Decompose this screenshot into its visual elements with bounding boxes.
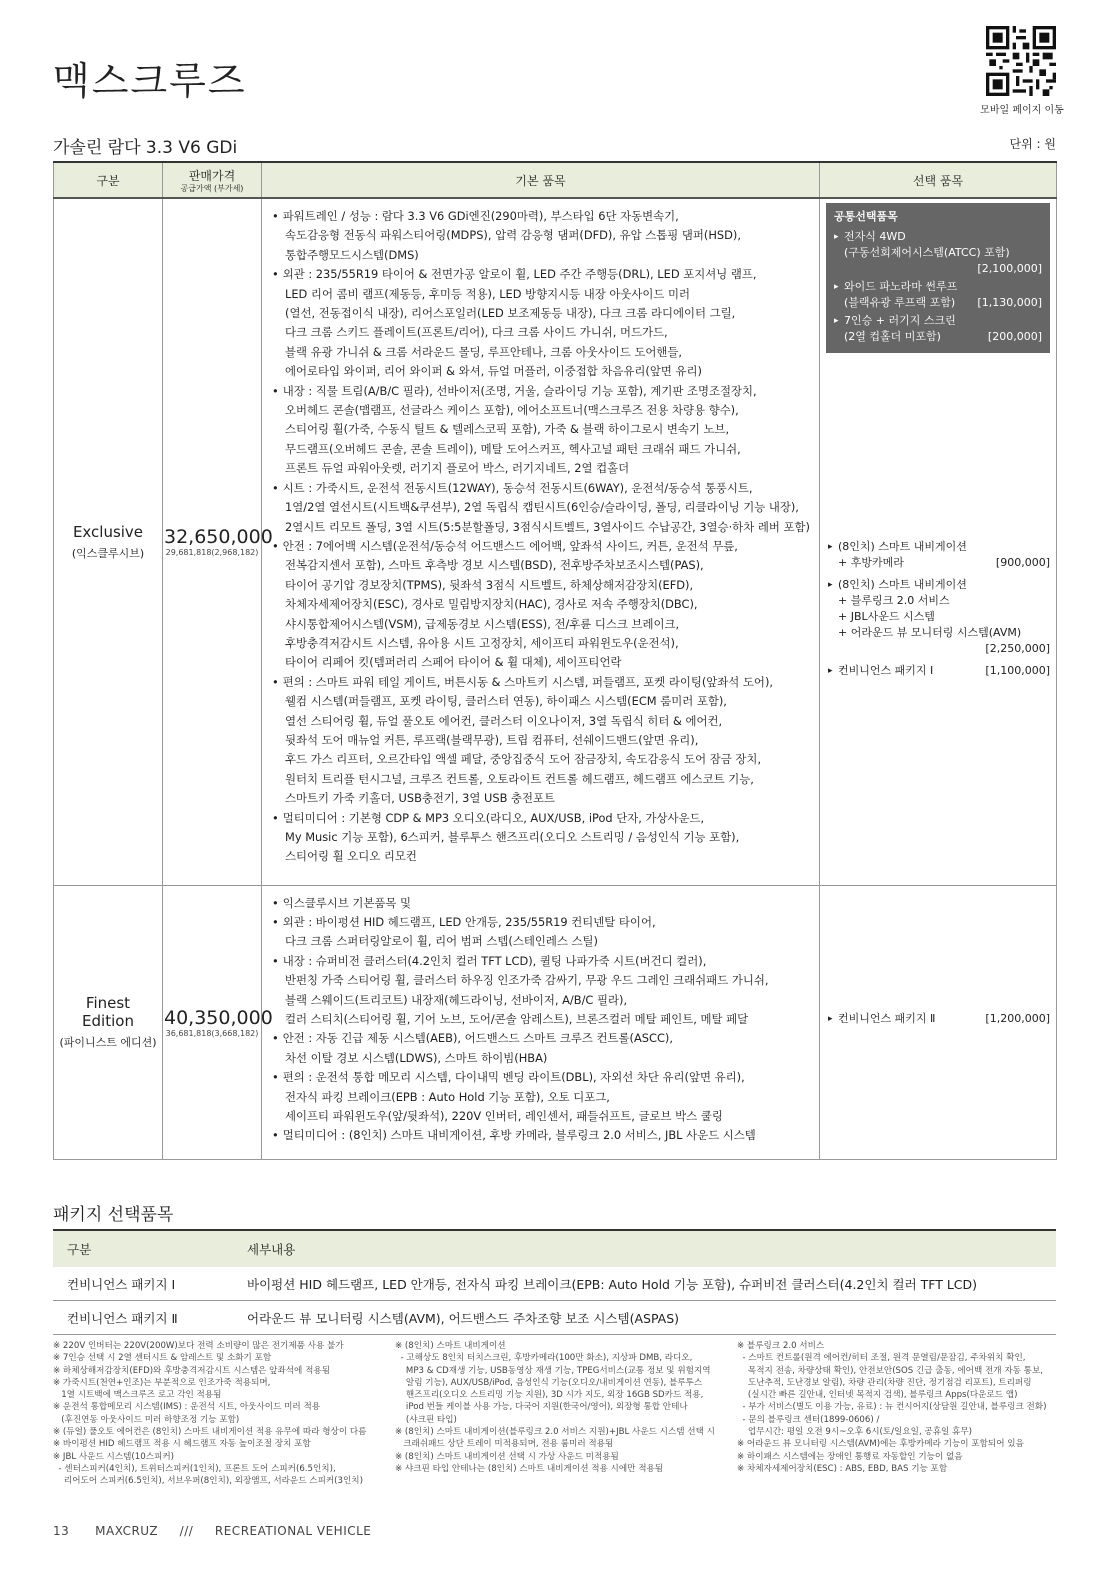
footnote-line: ※ 운전석 통합메모리 시스템(IMS) : 운전석 시트, 아웃사이드 미러 적용 — [53, 1402, 321, 1413]
footnote-line: ※ 샤크핀 타입 안테나는 (8인치) 스마트 내비게이션 적용 시에만 적용됨 — [395, 1463, 664, 1474]
footnote-line: 핸즈프리(오디오 스트리밍 기능 지원), 3D 시가 지도, 외장 16GB SD카드 적용, — [395, 1390, 704, 1401]
option-item — [826, 577, 1050, 657]
basic-items-finest — [262, 885, 820, 1159]
footnote-line: ※ 7인승 선택 시 2열 센터시트 & 암레스트 및 소화기 포함 — [53, 1353, 272, 1364]
price-table — [53, 161, 1057, 1160]
footer-separator: /// — [179, 1524, 194, 1538]
common-option-item — [834, 229, 1042, 277]
basic-item-line: • 파워트레인 / 성능 : 람다 3.3 V6 GDi엔진(290마력), 부스타입 6단 자동변속기, — [272, 207, 811, 226]
basic-item-line: 전복감지센서 포함), 스마트 후측방 경보 시스템(BSD), 전후방주차보조시스템(PAS), — [285, 558, 704, 573]
option-line — [838, 1011, 1050, 1027]
option-price: [2,250,000] — [985, 642, 1050, 655]
option-line — [838, 663, 1050, 679]
footnote-line: iPod 번들 케이블 사용 가능, 다국어 지원(한국어/영어), 외장형 통합 안테나 — [395, 1402, 688, 1413]
basic-item-line: 차선 이탈 경보 시스템(LDWS), 스마트 하이빔(HBA) — [285, 1050, 548, 1065]
basic-item-line: • 시트 : 가죽시트, 운전석 전동시트(12WAY), 동승석 전동시트(6WAY), 운전석/동승석 통풍시트, — [272, 479, 811, 498]
header-price-label: 판매가격 — [188, 169, 236, 183]
basic-item-line: • 멀티미디어 : (8인치) 스마트 내비게이션, 후방 카메라, 블루링크 2.0 서비스, JBL 사운드 시스템 — [272, 1126, 811, 1145]
table-row-finest — [54, 885, 1057, 1159]
option-price: [1,100,000] — [985, 664, 1050, 677]
footnote-line: 1열 시트백에 맥스크루즈 로고 각인 적용됨 — [53, 1390, 222, 1401]
basic-item-line: My Music 기능 포함), 6스피커, 블루투스 핸즈프리(오디오 스트리밍 / 음성인식 기능 포함), — [285, 830, 740, 844]
footnote-line: (후진연동 아웃사이드 미러 하향조정 기능 포함) — [53, 1414, 240, 1425]
package-table — [53, 1229, 1056, 1335]
footnote-line: ※ 차체자세제어장치(ESC) : ABS, EBD, BAS 기능 포함 — [737, 1463, 948, 1474]
basic-item-line: 컬러 스티치(스티어링 휠, 기어 노브, 도어/콘솔 암레스트), 브론즈컬러 메탈 페인트, 메탈 페달 — [285, 1011, 749, 1026]
package-name: 컨비니언스 패키지 Ⅱ — [53, 1301, 233, 1335]
option-text: (구동선회제어시스템(ATCC) 포함) — [844, 246, 1010, 259]
option-price: [200,000] — [987, 330, 1042, 343]
basic-item-line: 후방충격저감시트 시스템, 유아용 시트 고정장치, 세이프티 파워윈도우(운전석), — [285, 635, 679, 650]
basic-item-line: 차체자세제어장치(ESC), 경사로 밀림방지장치(HAC), 경사로 저속 주행장치(DBC), — [285, 597, 698, 612]
footnote-line: ※ 어라운드 뷰 모니터링 시스템(AVM)에는 후방카메라 기능이 포함되어 있음 — [737, 1439, 1024, 1450]
common-option-item — [834, 313, 1042, 345]
price-value: 40,350,000 — [164, 1006, 273, 1029]
basic-item-line: • 안전 : 7에어백 시스템(운전석/동승석 어드밴스드 에어백, 앞좌석 사이드, 커튼, 운전석 무릎, — [272, 537, 811, 556]
footnote-line: - 센터스피커(4인치), 트위터스피커(1인치), 프론트 도어 스피커(6.5인치), — [53, 1463, 336, 1474]
option-price: [1,130,000] — [977, 296, 1042, 309]
basic-item-line: 2열시트 리모트 폴딩, 3열 시트(5:5분할폴딩, 3점식시트벨트, 3열사이드 수납공간, 3열승·하차 레버 포함) — [285, 519, 810, 534]
price-sub: 36,681,818(3,668,182) — [165, 1028, 259, 1038]
package-detail: 바이펑션 HID 헤드램프, LED 안개등, 전자식 파킹 브레이크(EPB: Auto Hold 기능 포함), 슈퍼비전 클러스터(4.2인치 컬러 TFT LCD) — [233, 1267, 1056, 1301]
option-line — [844, 245, 1042, 261]
options-exclusive — [820, 198, 1057, 885]
basic-item-line: 스티어링 휠(가죽, 수동식 틸트 & 텔레스코픽 포함), 가죽 & 블랙 하이그로시 변속기 노브, — [285, 422, 730, 437]
table-row-exclusive — [54, 198, 1057, 885]
footnotes-col1 — [53, 1340, 383, 1488]
header-category: 구분 — [54, 162, 163, 198]
option-text: 7인승 + 러기지 스크린 — [844, 314, 956, 327]
option-text: 전자식 4WD — [844, 230, 906, 243]
basic-item-line: • 안전 : 자동 긴급 제동 시스템(AEB), 어드밴스드 스마트 크루즈 컨트롤(ASCC), — [272, 1029, 811, 1048]
footnote-line: ※ (8인치) 스마트 내비게이션 선택 시 가상 사운드 미적용됨 — [395, 1451, 619, 1462]
option-text: ▸ 컨비니언스 패키지 Ⅰ — [838, 664, 934, 677]
footnote-line: ※ 하이패스 시스템에는 장애인 통행료 자동할인 기능이 없음 — [737, 1451, 963, 1462]
footnotes-col2 — [395, 1340, 725, 1475]
option-line — [844, 313, 1042, 329]
basic-item-line: 블랙 스웨이드(트리코트) 내장재(헤드라이닝, 선바이저, A/B/C 필라), — [285, 992, 628, 1007]
basic-item-line: 전자식 파킹 브레이크(EPB : Auto Hold 기능 포함), 오토 디포그, — [285, 1089, 610, 1104]
footnote-line: ※ (듀얼) 풀오토 에어컨은 (8인치) 스마트 내비게이션 적용 유무에 따라 형상이 다름 — [53, 1427, 367, 1438]
table-row — [53, 1267, 1056, 1301]
option-item — [826, 539, 1050, 571]
basic-item-line: • 외관 : 바이펑션 HID 헤드램프, LED 안개등, 235/55R19 컨티넨탈 타이어, — [272, 913, 811, 932]
footnote-line: ※ 220V 인버터는 220V(200W)보다 전력 소비량이 많은 전기제품 사용 불가 — [53, 1341, 344, 1351]
exclusive-option-list — [826, 539, 1050, 685]
basic-item-line: LED 리어 콤비 램프(제동등, 후미등 적용), LED 방향지시등 내장 아웃사이드 미러 — [285, 286, 691, 301]
option-text: + 블루링크 2.0 서비스 — [838, 594, 950, 607]
basic-item-line: 속도감응형 전동식 파워스티어링(MDPS), 압력 감응형 댐퍼(DFD), 유압 스톱핑 댐퍼(HSD), — [285, 228, 741, 243]
option-line — [838, 539, 1050, 555]
option-text: (2열 컵홀더 미포함) — [844, 330, 941, 343]
footnote-line: - 스마트 컨트롤(원격 에어컨/히터 조절, 원격 문열림/문잠김, 주차위치 확인, — [737, 1353, 1026, 1364]
basic-item-line: 후드 가스 리프터, 오르간타입 액셀 페달, 중앙집중식 도어 잠금장치, 속도감응식 도어 잠금 장치, — [285, 752, 762, 767]
option-text: 와이드 파노라마 썬루프 — [844, 280, 958, 293]
footnote-line: ※ 하체상해저감장치(EFD)와 후방충격저감시트 시스템은 앞좌석에 적용됨 — [53, 1365, 330, 1376]
basic-items-exclusive — [262, 198, 820, 885]
trim-name-ko: (파이니스트 에디션) — [59, 1036, 157, 1049]
option-line — [838, 577, 1050, 593]
footnote-line: ※ (8인치) 스마트 내비게이션 — [395, 1341, 506, 1351]
basic-item-line: 원터치 트리플 턴시그널, 크루즈 컨트롤, 오토라이트 컨트롤 헤드램프, 헤드램프 에스코트 기능, — [285, 771, 754, 786]
price-finest — [163, 885, 273, 1159]
option-price: [900,000] — [995, 556, 1050, 569]
common-options-header: 공통선택품목 — [834, 210, 898, 223]
footnote-line: 도난추적, 도난경보 알림), 차량 관리(차량 진단, 정기점검 리포트), 트리퍼링 — [737, 1377, 1032, 1388]
basic-item-line: • 편의 : 운전석 통합 메모리 시스템, 다이내믹 벤딩 라이트(DBL), 자외선 차단 유리(앞면 유리), — [272, 1068, 811, 1087]
footnote-line: (실시간 빠른 길안내, 인터넷 목적지 검색), 블루링크 Apps(다운로드 앱) — [737, 1390, 1018, 1401]
option-line — [838, 593, 1050, 609]
common-options-box — [826, 203, 1050, 353]
qr-label: 모바일 페이지 이동 — [980, 105, 1064, 116]
basic-item-line: 블랙 유광 가니쉬 & 크롬 서라운드 몰딩, 루프안테나, 크롬 아웃사이드 도어핸들, — [285, 344, 683, 359]
footnote-line: - 고해상도 8인치 터치스크린, 후방카메라(100만 화소), 지상파 DMB, 라디오, — [395, 1353, 693, 1364]
price-sub: 29,681,818(2,968,182) — [165, 548, 259, 558]
footnote-line: MP3 & CD재생 기능, USB동영상 재생 기능, TPEG서비스(교통 정보 및 위험지역 — [395, 1365, 711, 1376]
unit-label: 단위 : 원 — [1009, 137, 1056, 151]
basic-item-line: • 익스클루시브 기본품목 및 — [272, 894, 811, 913]
option-item — [826, 1011, 1050, 1027]
trim-name-line1: Finest — [85, 994, 131, 1012]
basic-item-line: (열선, 전동접이식 내장), 리어스포일러(LED 보조제동등 내장), 다크 크롬 라디에이터 그릴, — [285, 306, 736, 321]
price-value: 32,650,000 — [164, 526, 273, 549]
option-line — [844, 295, 1042, 311]
package-detail: 어라운드 뷰 모니터링 시스템(AVM), 어드밴스드 주차조향 보조 시스템(ASPAS) — [233, 1301, 1056, 1335]
basic-item-line: 통합주행모드시스템(DMS) — [285, 247, 419, 262]
basic-item-line: 세이프티 파워윈도우(앞/뒷좌석), 220V 인버터, 레인센서, 패들쉬프트, 글로브 박스 쿨링 — [285, 1108, 723, 1123]
options-finest — [820, 885, 1057, 1159]
basic-item-line: 무드램프(오버헤드 콘솔, 콘솔 트레이), 메탈 도어스커프, 헥사고널 패턴 크래쉬 패드 가니쉬, — [285, 441, 741, 456]
basic-item-line: 반펀칭 가죽 스티어링 휠, 클러스터 하우징 인조가죽 감싸기, 무광 우드 그레인 크래쉬패드 가니쉬, — [285, 973, 769, 988]
basic-item-line: • 내장 : 직물 트림(A/B/C 필라), 선바이저(조명, 거울, 슬라이딩 기능 포함), 계기판 조명조절장치, — [272, 382, 811, 401]
package-header-category: 구분 — [53, 1230, 233, 1267]
basic-item-line: 웰컴 시스템(퍼들램프, 포켓 라이팅, 클러스터 연동), 하이패스 시스템(ECM 룸미러 포함), — [285, 694, 727, 709]
common-option-item — [834, 279, 1042, 311]
footnote-line: ※ (8인치) 스마트 내비게이션(블루링크 2.0 서비스 지원)+JBL 사운드 시스템 선택 시 — [395, 1427, 715, 1438]
header-options: 선택 품목 — [820, 162, 1057, 198]
option-line — [838, 625, 1050, 641]
trim-exclusive — [54, 198, 163, 885]
footnote-line: ※ 가죽시트(천연+인조)는 부분적으로 인조가죽 적용되며, — [53, 1377, 271, 1388]
basic-item-line: • 외관 : 235/55R19 타이어 & 전면가공 알로이 휠, LED 주간 주행등(DRL), LED 포지셔닝 램프, — [272, 265, 811, 284]
trim-finest — [54, 885, 163, 1159]
option-text: (8인치) 스마트 내비게이션 — [838, 578, 967, 591]
basic-item-line: 샤시통합제어시스템(VSM), 급제동경보 시스템(ESS), 전/후륜 디스크 브레이크, — [285, 616, 680, 631]
page-number: 13 — [53, 1524, 70, 1538]
basic-item-line: 다크 크롬 스퍼터링알로이 휠, 리어 범퍼 스텝(스테인레스 스틸) — [285, 934, 598, 949]
header-basic: 기본 품목 — [262, 162, 820, 198]
footnote-line: 리어도어 스피커(6.5인치), 서브우퍼(8인치), 외장앰프, 서라운드 스피커(3인치) — [53, 1476, 363, 1487]
package-header-detail: 세부내용 — [233, 1230, 1056, 1267]
basic-item-line: 타이어 공기압 경보장치(TPMS), 뒷좌석 3점식 시트벨트, 하체상해저감장치(EFD), — [285, 577, 694, 592]
option-text: ▸ 컨비니언스 패키지 Ⅱ — [838, 1012, 936, 1025]
basic-item-line: 타이어 리페어 킷(템퍼러리 스페어 타이어 & 휠 대체), 세이프티언락 — [285, 655, 622, 670]
footnote-line: ※ 바이펑션 HID 헤드램프 적용 시 헤드램프 자동 높이조절 장치 포함 — [53, 1439, 311, 1450]
basic-item-line: 1열/2열 열선시트(시트백&쿠션부), 2열 독립식 캡틴시트(6인승/슬라이딩, 폴딩, 리클라이닝 기능 내장), — [285, 500, 799, 515]
footnote-line: 목적지 전송, 차량상태 확인), 안전보안(SOS 긴급 출동, 에어백 전개 자동 통보, — [737, 1365, 1043, 1376]
footer-brand: MAXCRUZ — [95, 1524, 159, 1538]
basic-item-line: 프론트 듀얼 파워아웃렛, 러기지 플로어 박스, 러기지네트, 2열 컵홀더 — [285, 461, 630, 476]
basic-item-line: 다크 크롬 스키드 플레이트(프론트/리어), 다크 크롬 사이드 가니쉬, 머드가드, — [285, 325, 668, 340]
header-price — [163, 162, 262, 198]
footnote-line: ※ 블루링크 2.0 서비스 — [737, 1341, 825, 1351]
price-exclusive — [163, 198, 273, 885]
option-line — [844, 279, 1042, 295]
option-text: + JBL사운드 시스템 — [838, 610, 935, 623]
option-line — [838, 609, 1050, 625]
option-text: (블랙유광 루프랙 포함) — [844, 296, 956, 309]
trim-name-line2: Edition — [82, 1012, 134, 1030]
basic-item-line: 스마트키 가죽 키홀더, USB충전기, 3열 USB 충전포트 — [285, 791, 556, 806]
footnote-line: - 부가 서비스(별도 이용 가능, 유료) : 뉴 컨시어지(상담원 길안내, 블루링크 전화) — [737, 1402, 1047, 1413]
footnote-line: 알림 기능), AUX/USB/iPod, 음성인식 기능(오디오/내비게이션 연동), 블루투스 — [395, 1377, 703, 1388]
basic-item-line: • 편의 : 스마트 파워 테일 게이트, 버튼시동 & 스마트키 시스템, 퍼들램프, 포켓 라이팅(앞좌석 도어), — [272, 673, 811, 692]
footnote-line: (샤크핀 타입) — [395, 1414, 457, 1425]
basic-item-line: 오버헤드 콘솔(맵램프, 선글라스 케이스 포함), 에어소프트너(맥스크루즈 전용 차량용 향수), — [285, 403, 739, 418]
basic-item-line: 열선 스티어링 휠, 듀얼 풀오토 에어컨, 클러스터 이오나이저, 3열 독립식 히터 & 에어컨, — [285, 713, 723, 728]
page-footer — [53, 1524, 371, 1538]
trim-name: Exclusive — [72, 522, 144, 541]
footnote-line: - 문의 블루링크 센터(1899-0606) / — [737, 1414, 880, 1425]
basic-item-line: 뒷좌석 도어 매뉴얼 커튼, 루프랙(블랙무광), 트립 컴퓨터, 선쉐이드밴드(앞면 유리), — [285, 732, 699, 747]
package-title: 패키지 선택품목 — [53, 1205, 174, 1225]
option-item — [826, 663, 1050, 679]
option-line — [838, 555, 1050, 571]
basic-item-line: • 내장 : 슈퍼비전 클러스터(4.2인치 컬러 TFT LCD), 퀼팅 나파가죽 시트(버건디 컬러), — [272, 952, 811, 971]
trim-name-ko: (익스클루시브) — [71, 546, 145, 560]
option-text: (8인치) 스마트 내비게이션 — [838, 540, 967, 553]
option-price: [1,200,000] — [985, 1012, 1050, 1025]
footnote-line: 크래쉬패드 상단 트레이 미적용되며, 전용 룸미러 적용됨 — [395, 1439, 614, 1450]
option-text: + 후방카메라 — [838, 556, 904, 569]
basic-item-line: • 멀티미디어 : 기본형 CDP & MP3 오디오(라디오, AUX/USB, iPod 단자, 가상사운드, — [272, 809, 811, 828]
footer-category: RECREATIONAL VEHICLE — [214, 1524, 372, 1538]
footnotes-col3 — [737, 1340, 1067, 1475]
table-row — [53, 1301, 1056, 1335]
option-price: [2,100,000] — [977, 262, 1042, 275]
footnote-line: ※ JBL 사운드 시스템(10스피커) — [53, 1451, 174, 1462]
option-line — [844, 329, 1042, 345]
basic-item-line: 스티어링 휠 오디오 리모컨 — [285, 849, 417, 864]
package-name: 컨비니언스 패키지 Ⅰ — [53, 1267, 233, 1301]
option-line — [844, 229, 1042, 245]
option-text: + 어라운드 뷰 모니터링 시스템(AVM) — [838, 626, 1022, 639]
basic-item-line: 에어로타입 와이퍼, 리어 와이퍼 & 와셔, 듀얼 머플러, 이중접합 차음유리(앞면 유리) — [285, 364, 702, 379]
engine-title: 가솔린 람다 3.3 V6 GDi — [53, 138, 238, 158]
page-title: 맥스크루즈 — [53, 59, 247, 103]
qr-code-icon[interactable] — [986, 26, 1056, 96]
header-price-sub: 공급가액 (부가세) — [180, 184, 244, 193]
footnote-line: 업무시간: 평일 오전 9시~오후 6시(토/일요일, 공휴일 휴무) — [737, 1427, 973, 1438]
